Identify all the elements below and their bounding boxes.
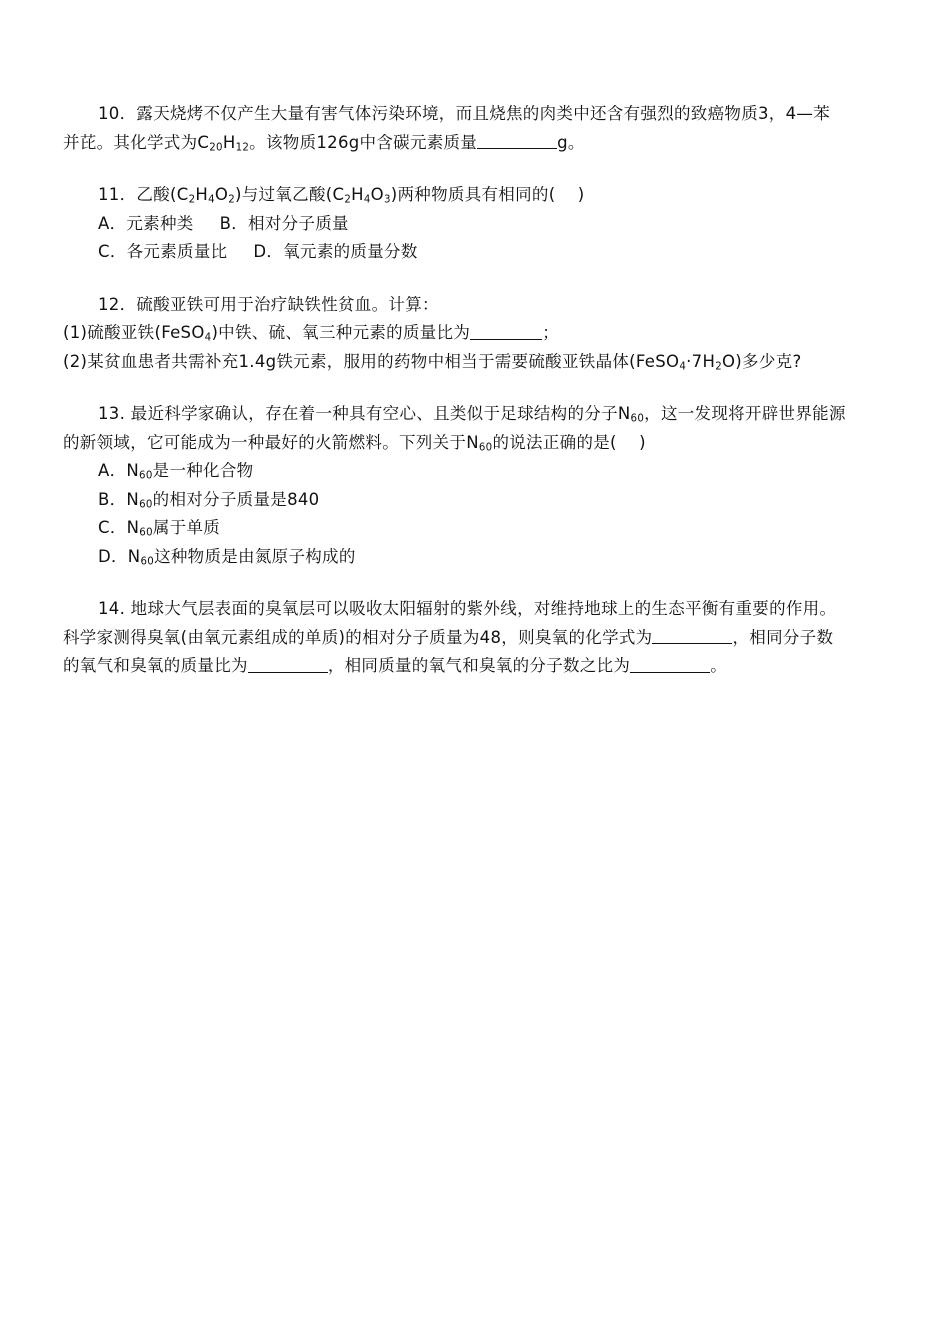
q10-text-2d: g。 (557, 132, 585, 152)
q12-sub: 4 (679, 361, 687, 373)
q10-sub-20: 20 (209, 142, 223, 154)
q10-text-1: 10．露天烧烤不仅产生大量有害气体污染环境，而且烧焦的肉类中还含有强烈的致癌物质3，4—苯 (98, 104, 830, 123)
q14-text-3a: 的氧气和臭氧的质量比为 (63, 656, 248, 675)
q12-part1 (63, 319, 891, 348)
q14-text-2b: ，相同分子数 (732, 627, 834, 647)
q11-sub: 4 (363, 194, 371, 206)
q10-line2 (63, 129, 891, 158)
q13-sub-60: 60 (630, 413, 645, 425)
q12-stem-text: 12．硫酸亚铁可用于治疗缺铁性贫血。计算： (98, 294, 439, 314)
q13-option-b[interactable] (63, 486, 891, 515)
q11-sub: 2 (188, 194, 196, 206)
q13-line1 (63, 400, 891, 429)
q13-option-c[interactable] (63, 514, 891, 543)
q13-sub-60: 60 (139, 527, 153, 539)
q11-stem-a: 11．乙酸(C (98, 185, 189, 204)
q13-opt-d-pre: D．N (98, 546, 141, 566)
q14-mass-ratio-blank[interactable] (248, 654, 328, 672)
q13-sub-60: 60 (140, 556, 155, 568)
q13-text-2a: 的新领域，它可能成为一种最好的火箭燃料。下列关于N (63, 432, 479, 452)
q11-stem-b: H (195, 185, 209, 204)
q12-part2 (63, 348, 891, 377)
q10-text-2a: 并芘。其化学式为C (63, 132, 210, 152)
q12-p1-a: (1)硫酸亚铁(FeSO (63, 323, 205, 342)
q13-option-a[interactable] (63, 457, 891, 486)
q11-stem-g: )两种物质具有相同的( ) (390, 185, 585, 204)
q13-text-1a: 13. 最近科学家确认，存在着一种具有空心、且类似于足球结构的分子N (98, 404, 631, 423)
question-13 (63, 400, 891, 571)
q11-option-a[interactable]: A．元素种类 (98, 213, 194, 233)
q12-p2-c: O)多少克? (722, 351, 802, 371)
q14-line2 (63, 624, 891, 653)
q11-stem (63, 181, 891, 210)
question-12 (63, 291, 891, 377)
q12-stem (63, 291, 891, 320)
q11-sub: 2 (228, 194, 236, 206)
q10-text-2b: H (222, 132, 236, 152)
q10-answer-blank[interactable] (477, 131, 557, 149)
q13-sub-60: 60 (478, 442, 493, 454)
q12-p2-a: (2)某贫血患者共需补充1.4g铁元素，服用的药物中相当于需要硫酸亚铁晶体(FeSO (63, 351, 680, 371)
q12-answer-blank[interactable] (470, 321, 542, 339)
q13-opt-a-pre: A．N (98, 461, 140, 480)
q12-p1-c: ； (542, 323, 559, 342)
question-11 (63, 181, 891, 267)
q11-stem-c: O (214, 185, 229, 204)
q14-formula-blank[interactable] (652, 626, 732, 644)
q14-text-2a: 科学家测得臭氧(由氧元素组成的单质)的相对分子质量为48，则臭氧的化学式为 (63, 627, 653, 647)
q13-text-2b: 的说法正确的是( ) (492, 432, 646, 452)
q11-sub: 3 (383, 194, 391, 206)
q11-options-row2 (63, 238, 891, 267)
q13-sub-60: 60 (139, 499, 153, 511)
q14-line1 (63, 595, 891, 624)
q11-sub: 4 (208, 194, 215, 206)
q13-option-d[interactable] (63, 543, 891, 572)
q14-text-3c: 。 (710, 656, 728, 675)
q10-text-2c: 。该物质126g中含碳元素质量 (249, 132, 478, 152)
q12-p2-b: ·7H (686, 351, 716, 371)
q13-opt-a-post: 是一种化合物 (152, 461, 254, 480)
q13-opt-d-post: 这种物质是由氮原子构成的 (154, 546, 356, 566)
question-10 (63, 100, 891, 157)
q11-stem-f: O (370, 185, 384, 204)
q10-line1 (63, 100, 891, 129)
q13-text-1b: ，这一发现将开辟世界能源 (644, 404, 846, 423)
q10-sub-12: 12 (235, 142, 250, 154)
worksheet (63, 100, 891, 705)
q11-stem-d: )与过氧乙酸(C (235, 185, 345, 204)
q11-option-c[interactable]: C．各元素质量比 (98, 242, 228, 261)
q12-p1-b: )中铁、硫、氧三种元素的质量比为 (211, 323, 471, 342)
q14-molecule-ratio-blank[interactable] (630, 654, 710, 672)
q11-option-b[interactable]: B．相对分子质量 (219, 213, 349, 233)
q13-line2 (63, 429, 891, 458)
q13-opt-c-pre: C．N (98, 518, 140, 537)
q11-option-d[interactable]: D．氧元素的质量分数 (253, 242, 418, 261)
q11-stem-e: H (351, 185, 364, 204)
q12-sub: 4 (204, 332, 212, 344)
q11-options-row1 (63, 210, 891, 239)
question-14 (63, 595, 891, 681)
q13-opt-b-pre: B．N (98, 489, 140, 509)
q13-opt-c-post: 属于单质 (152, 518, 221, 537)
q14-text-3b: ，相同质量的氧气和臭氧的分子数之比为 (327, 656, 631, 675)
q13-opt-b-post: 的相对分子质量是840 (152, 489, 320, 509)
q12-sub: 2 (715, 361, 723, 373)
q14-line3 (63, 652, 891, 681)
q14-text-1: 14. 地球大气层表面的臭氧层可以吸收太阳辐射的紫外线，对维持地球上的生态平衡有重要的作用。 (98, 599, 837, 618)
q11-sub: 2 (344, 194, 352, 206)
q13-sub-60: 60 (139, 470, 153, 482)
